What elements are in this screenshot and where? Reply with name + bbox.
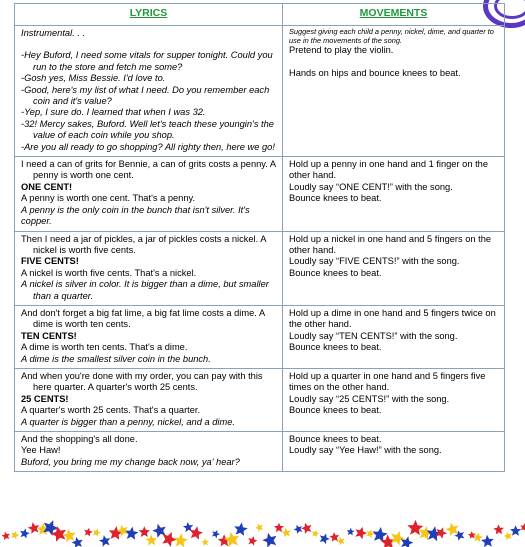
star-icon (234, 522, 248, 536)
movements-cell (283, 305, 505, 368)
table-row (15, 368, 505, 431)
star-icon (347, 528, 355, 536)
lyrics-cell (15, 305, 283, 368)
movements-line: Loudly say “ONE CENT!” with the song. (289, 181, 453, 192)
movements-cell (283, 157, 505, 231)
star-icon (139, 526, 150, 537)
table-row (15, 432, 505, 472)
lyrics-cell (15, 26, 283, 157)
lyrics-line: -Hey Buford, I need some vitals for supper tonight. Could you run to the store and fetch me some? (21, 50, 273, 72)
star-icon (281, 528, 290, 538)
table-row (15, 26, 505, 157)
lyrics-line: And the shopping's all done. (21, 434, 138, 444)
star-icon (481, 535, 494, 547)
lyrics-cell (15, 368, 283, 431)
movements-line: Bounce knees to beat. (289, 434, 382, 444)
star-icon (520, 523, 525, 531)
star-icon (20, 528, 30, 538)
star-icon (248, 536, 257, 546)
star-icon (446, 523, 459, 536)
lyrics-line: I need a can of grits for Bennie, a can of grits costs a penny. A penny is worth one cent. (21, 159, 276, 181)
star-icon (294, 525, 303, 534)
star-icon (84, 528, 93, 537)
movements-line: Loudly say “25 CENTS!” with the song. (289, 393, 450, 404)
lyrics-line: Instrumental. . . (21, 28, 86, 38)
star-icon (320, 534, 330, 545)
movements-line: Hold up a nickel in one hand and 5 fingers on the other hand. (289, 233, 492, 255)
table-row (15, 231, 505, 305)
table-row (15, 157, 505, 231)
star-icon (2, 532, 10, 541)
lyrics-header: LYRICS (15, 4, 283, 26)
lyrics-line: A quarter is bigger than a penny, nickel, and a dime. (21, 416, 235, 427)
movements-cell (283, 231, 505, 305)
star-border-decoration (0, 519, 525, 547)
lyrics-line: -32! Mercy sakes, Buford. Well let's teach these youngin's the value of each coin while you shop. (21, 118, 274, 141)
lyrics-movements-table (14, 3, 505, 472)
movements-line: Loudly say “Yee Haw!” with the song. (289, 445, 442, 456)
star-icon (255, 524, 263, 532)
star-icon (329, 532, 339, 542)
movements-line: Hold up a penny in one hand and 1 finger on the other hand. (289, 159, 489, 181)
star-icon (190, 526, 203, 539)
lyrics-line: 25 CENTS! (21, 393, 69, 404)
lyrics-line: A quarter's worth 25 cents. That's a quarter. (21, 405, 201, 416)
movements-line: Bounce knees to beat. (289, 405, 382, 416)
star-icon (274, 523, 284, 533)
lyrics-line: And don't forget a big fat lime, a big fat lime costs a dime. A dime is worth ten cents. (21, 307, 265, 330)
star-icon (493, 524, 504, 534)
star-icon (468, 531, 476, 539)
lyrics-line: A dime is worth ten cents. That's a dime. (21, 342, 188, 353)
lyrics-line: A nickel is silver in color. It is bigger than a dime, but smaller than a quarter. (21, 279, 269, 301)
movements-cell (283, 432, 505, 472)
star-icon (366, 529, 374, 538)
lyrics-line: TEN CENTS! (21, 330, 77, 341)
movements-line: Bounce knees to beat. (289, 193, 382, 204)
star-icon (174, 533, 188, 547)
star-icon (510, 525, 521, 536)
star-icon (301, 523, 312, 534)
star-icon (11, 531, 19, 539)
lyrics-line: Then I need a jar of pickles, a jar of pickles costs a nickel. A nickel is worth five cents. (21, 233, 266, 255)
star-icon (212, 530, 220, 538)
lyrics-cell (15, 432, 283, 472)
lyrics-line: A penny is worth one cent. That's a penny. (21, 193, 196, 204)
star-icon (262, 533, 276, 547)
star-icon (391, 531, 405, 545)
lyrics-line: FIVE CENTS! (21, 256, 79, 267)
movements-line: Hold up a dime in one hand and 5 fingers twice on the other hand. (289, 307, 496, 330)
movements-line: Pretend to play the violin. (289, 45, 394, 56)
movements-cell (283, 26, 505, 157)
lyrics-line: A nickel is worth five cents. That's a nickel. (21, 267, 197, 278)
lyrics-line: -Good, here's my list of what I need. Do you remember each coin and it's value? (21, 84, 270, 107)
star-icon (201, 538, 209, 546)
spacer (21, 39, 276, 50)
lyrics-line: A penny is the only coin in the bunch that isn't silver. It's copper. (21, 204, 250, 227)
movements-line: Bounce knees to beat. (289, 342, 382, 353)
star-icon (407, 520, 423, 535)
movements-line: Loudly say “TEN CENTS!” with the song. (289, 330, 458, 341)
movements-line: Hands on hips and bounce knees to beat. (289, 67, 461, 78)
movements-cell (283, 368, 505, 431)
movements-line: Suggest giving each child a penny, nickel, dime, and quarter to use in the movements of the song. (289, 27, 494, 45)
lyrics-line: -Yep, I sure do. I learned that when I was 32. (21, 107, 206, 118)
star-icon (337, 537, 345, 545)
movements-line: Bounce knees to beat. (289, 267, 382, 278)
lyrics-line: ONE CENT! (21, 181, 73, 192)
lyrics-line: Buford, you bring me my change back now, ya' hear? (21, 456, 240, 467)
lyrics-line: -Are you all ready to go shopping? All righty then, here we go! (21, 141, 275, 152)
star-icon (93, 529, 101, 537)
lyrics-line: A dime is the smallest silver coin in the bunch. (21, 353, 211, 364)
movements-header: MOVEMENTS (283, 4, 505, 26)
lyrics-cell (15, 157, 283, 231)
table-row (15, 305, 505, 368)
lyrics-cell (15, 231, 283, 305)
lyrics-line: And when you're done with my order, you can pay with this here quarter. A quarter's worth 25 cents. (21, 370, 263, 393)
star-icon (504, 532, 512, 540)
star-icon (312, 530, 320, 538)
spacer (289, 57, 498, 68)
movements-line: Hold up a quarter in one hand and 5 fingers five times on the other hand. (289, 370, 486, 393)
star-icon (99, 535, 110, 547)
lyrics-line: Yee Haw! (21, 445, 61, 456)
movements-line: Loudly say “FIVE CENTS!” with the song. (289, 256, 460, 267)
star-icon (355, 527, 367, 539)
lyrics-line: -Gosh yes, Miss Bessie. I'd love to. (21, 73, 166, 84)
header-row (15, 4, 505, 26)
